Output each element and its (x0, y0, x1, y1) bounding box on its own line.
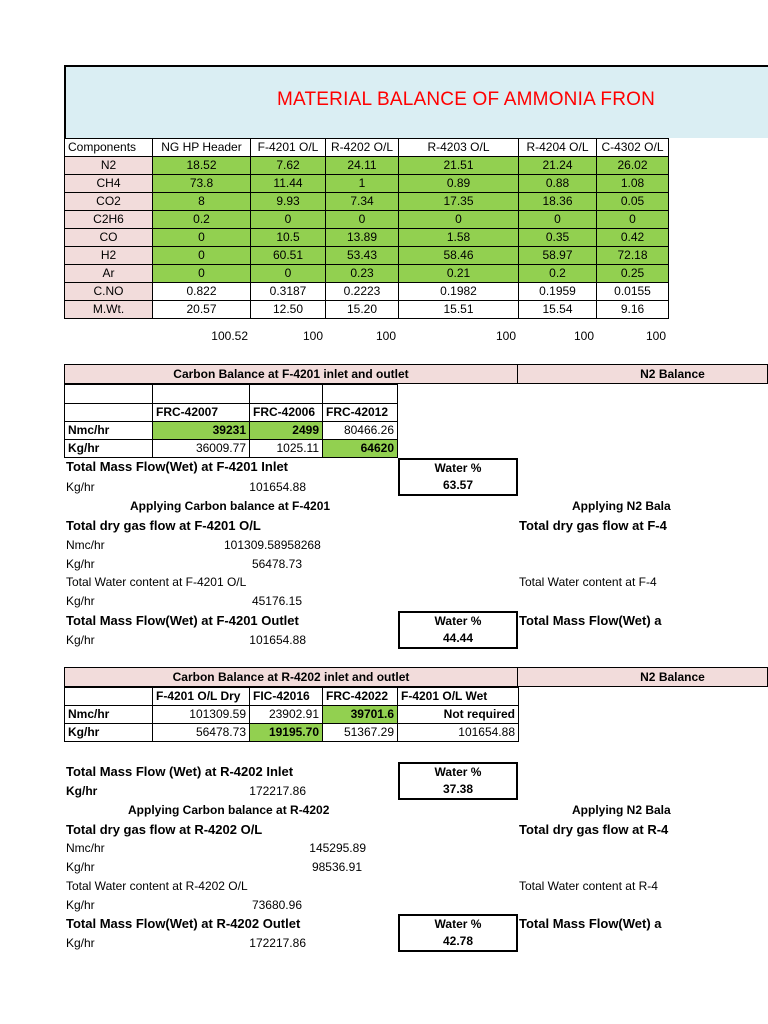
f4201-flow-table (64, 384, 398, 458)
cell: 53.43 (326, 247, 399, 265)
cell: 0.0155 (597, 283, 669, 301)
cell: 15.51 (399, 301, 519, 319)
row-label: Nmc/hr (65, 422, 153, 440)
cell: 1 (326, 175, 399, 193)
water-content-right: Total Water content at R-4 (519, 879, 658, 893)
composition-table (64, 138, 669, 319)
total-value: 100 (645, 329, 666, 343)
applying-n2: Applying N2 Bala (572, 803, 671, 817)
total-value: 100 (573, 329, 594, 343)
water-content-label: Total Water content at F-4201 O/L (66, 575, 247, 589)
column-header: R-4204 O/L (519, 139, 597, 157)
cell: 15.20 (326, 301, 399, 319)
section-header-carbon-f4201: Carbon Balance at F-4201 inlet and outlet (64, 364, 518, 384)
cell: 18.36 (519, 193, 597, 211)
cell: 9.16 (597, 301, 669, 319)
column-header: F-4201 O/L Wet (398, 688, 519, 706)
column-header: R-4202 O/L (326, 139, 399, 157)
table-row (65, 193, 669, 211)
dry-gas-heading-right: Total dry gas flow at F-4 (519, 518, 667, 533)
row-label: CO (65, 229, 153, 247)
outlet-heading-right: Total Mass Flow(Wet) a (519, 613, 662, 628)
cell: 10.5 (251, 229, 326, 247)
section-header-n2-f4201: N2 Balance (517, 364, 768, 384)
outlet-heading: Total Mass Flow(Wet) at F-4201 Outlet (66, 613, 299, 628)
water-percent-box (398, 914, 518, 952)
cell: 1.58 (399, 229, 519, 247)
cell: 24.11 (326, 157, 399, 175)
column-header: FIC-42016 (250, 688, 323, 706)
table-row (65, 422, 398, 440)
cell: 0.23 (326, 265, 399, 283)
r4202-flow-table (64, 687, 519, 742)
dry-nmc-value: 101309.58958268 (224, 538, 321, 552)
cell: 0 (399, 211, 519, 229)
cell: 101309.59 (153, 706, 250, 724)
cell: 0 (153, 265, 251, 283)
water-percent-box (398, 611, 518, 649)
cell: 58.97 (519, 247, 597, 265)
cell: 0 (153, 229, 251, 247)
cell: 1025.11 (250, 440, 323, 458)
title-banner (64, 65, 768, 138)
table-row (65, 385, 398, 404)
row-label: H2 (65, 247, 153, 265)
inlet-unit: Kg/hr (66, 784, 98, 798)
cell: 15.54 (519, 301, 597, 319)
cell: 0.1959 (519, 283, 597, 301)
dry-kg-label: Kg/hr (66, 860, 95, 874)
total-value: 100 (495, 329, 516, 343)
water-content-value: 73680.96 (251, 898, 302, 912)
cell: 0.05 (597, 193, 669, 211)
applying-n2: Applying N2 Bala (572, 499, 671, 513)
cell: 1.08 (597, 175, 669, 193)
water-content-unit: Kg/hr (66, 898, 95, 912)
dry-gas-heading: Total dry gas flow at F-4201 O/L (66, 518, 261, 533)
outlet-unit: Kg/hr (66, 936, 95, 950)
cell: 0.1982 (399, 283, 519, 301)
cell: 18.52 (153, 157, 251, 175)
dry-nmc-label: Nmc/hr (66, 538, 105, 552)
water-value: 63.57 (442, 478, 474, 492)
water-value: 37.38 (442, 782, 474, 796)
cell: 0.822 (153, 283, 251, 301)
cell: 12.50 (251, 301, 326, 319)
cell: 64620 (323, 440, 398, 458)
cell: Not required (398, 706, 519, 724)
cell: 58.46 (399, 247, 519, 265)
cell: 39701.6 (323, 706, 398, 724)
outlet-value: 172217.86 (249, 936, 306, 950)
cell: 21.51 (399, 157, 519, 175)
table-row (65, 706, 519, 724)
table-row (65, 724, 519, 742)
cell: 20.57 (153, 301, 251, 319)
cell: 0 (251, 265, 326, 283)
cell: 56478.73 (153, 724, 250, 742)
table-row (65, 247, 669, 265)
cell: 0.2 (519, 265, 597, 283)
column-header: FRC-42022 (323, 688, 398, 706)
cell: 2499 (250, 422, 323, 440)
dry-kg-value: 98536.91 (311, 860, 362, 874)
cell: 0 (519, 211, 597, 229)
cell: 7.34 (326, 193, 399, 211)
dry-gas-heading: Total dry gas flow at R-4202 O/L (66, 822, 263, 837)
table-row (65, 688, 519, 706)
cell: 0.2 (153, 211, 251, 229)
row-label: Kg/hr (65, 440, 153, 458)
cell: 101654.88 (398, 724, 519, 742)
water-label: Water % (434, 461, 482, 475)
applying-carbon: Applying Carbon balance at R-4202 (128, 803, 330, 817)
inlet-value: 172217.86 (249, 784, 306, 798)
dry-kg-label: Kg/hr (66, 557, 95, 571)
column-header: FRC-42006 (250, 404, 323, 422)
inlet-heading: Total Mass Flow (Wet) at R-4202 Inlet (66, 764, 294, 779)
section-header-n2-r4202: N2 Balance (517, 667, 768, 687)
cell: 13.89 (326, 229, 399, 247)
water-percent-box (398, 762, 518, 800)
dry-kg-value: 56478.73 (251, 557, 302, 571)
row-label: M.Wt. (65, 301, 153, 319)
column-header: NG HP Header (153, 139, 251, 157)
column-header: R-4203 O/L (399, 139, 519, 157)
total-value: 100.52 (211, 329, 248, 343)
water-content-right: Total Water content at F-4 (519, 575, 657, 589)
cell: 60.51 (251, 247, 326, 265)
water-label: Water % (434, 765, 482, 779)
row-label: Kg/hr (65, 724, 153, 742)
cell: 73.8 (153, 175, 251, 193)
composition-header-row (65, 139, 669, 157)
cell: 0 (153, 247, 251, 265)
row-label: C2H6 (65, 211, 153, 229)
water-label: Water % (434, 917, 482, 931)
column-header: F-4201 O/L (251, 139, 326, 157)
cell: 7.62 (251, 157, 326, 175)
applying-carbon: Applying Carbon balance at F-4201 (130, 499, 331, 513)
column-header: F-4201 O/L Dry (153, 688, 250, 706)
water-value: 42.78 (442, 934, 474, 948)
page-title: MATERIAL BALANCE OF AMMONIA FRON (277, 89, 656, 110)
cell: 39231 (153, 422, 250, 440)
table-row (65, 157, 669, 175)
cell: 0 (251, 211, 326, 229)
cell: 0.89 (399, 175, 519, 193)
cell: 9.93 (251, 193, 326, 211)
cell: 21.24 (519, 157, 597, 175)
row-label: CH4 (65, 175, 153, 193)
column-header: C-4302 O/L (597, 139, 669, 157)
cell: 0 (597, 211, 669, 229)
cell: 72.18 (597, 247, 669, 265)
table-row (65, 265, 669, 283)
water-content-unit: Kg/hr (66, 594, 95, 608)
row-label: Ar (65, 265, 153, 283)
table-row (65, 301, 669, 319)
cell: 0.21 (399, 265, 519, 283)
inlet-unit: Kg/hr (66, 480, 95, 494)
water-content-value: 45176.15 (251, 594, 302, 608)
table-row (65, 440, 398, 458)
cell: 23902.91 (250, 706, 323, 724)
cell: 0.3187 (251, 283, 326, 301)
table-row (65, 229, 669, 247)
water-percent-box (398, 458, 518, 496)
cell: 80466.26 (323, 422, 398, 440)
table-row (65, 283, 669, 301)
cell: 8 (153, 193, 251, 211)
total-value: 100 (375, 329, 396, 343)
dry-nmc-label: Nmc/hr (66, 841, 105, 855)
cell: 0.25 (597, 265, 669, 283)
table-row (65, 175, 669, 193)
outlet-heading-right: Total Mass Flow(Wet) a (519, 916, 662, 931)
table-row (65, 211, 669, 229)
cell: 36009.77 (153, 440, 250, 458)
cell: 0 (326, 211, 399, 229)
row-label: N2 (65, 157, 153, 175)
column-header: Components (65, 139, 153, 157)
outlet-value: 101654.88 (249, 633, 306, 647)
row-label: Nmc/hr (65, 706, 153, 724)
cell: 17.35 (399, 193, 519, 211)
total-value: 100 (302, 329, 323, 343)
cell: 0.42 (597, 229, 669, 247)
dry-gas-heading-right: Total dry gas flow at R-4 (519, 822, 669, 837)
cell: 0.88 (519, 175, 597, 193)
cell: 0.2223 (326, 283, 399, 301)
cell: 26.02 (597, 157, 669, 175)
column-header: FRC-42007 (153, 404, 250, 422)
dry-nmc-value: 145295.89 (309, 841, 366, 855)
inlet-value: 101654.88 (249, 480, 306, 494)
outlet-unit: Kg/hr (66, 633, 95, 647)
row-label: C.NO (65, 283, 153, 301)
cell: 11.44 (251, 175, 326, 193)
cell: 19195.70 (250, 724, 323, 742)
table-row (65, 404, 398, 422)
water-value: 44.44 (442, 631, 474, 645)
row-label: CO2 (65, 193, 153, 211)
water-content-label: Total Water content at R-4202 O/L (66, 879, 248, 893)
column-header: FRC-42012 (323, 404, 398, 422)
outlet-heading: Total Mass Flow(Wet) at R-4202 Outlet (66, 916, 301, 931)
section-header-carbon-r4202: Carbon Balance at R-4202 inlet and outlet (64, 667, 518, 687)
cell: 0.35 (519, 229, 597, 247)
cell: 51367.29 (323, 724, 398, 742)
inlet-heading: Total Mass Flow(Wet) at F-4201 Inlet (66, 459, 288, 474)
water-label: Water % (434, 614, 482, 628)
